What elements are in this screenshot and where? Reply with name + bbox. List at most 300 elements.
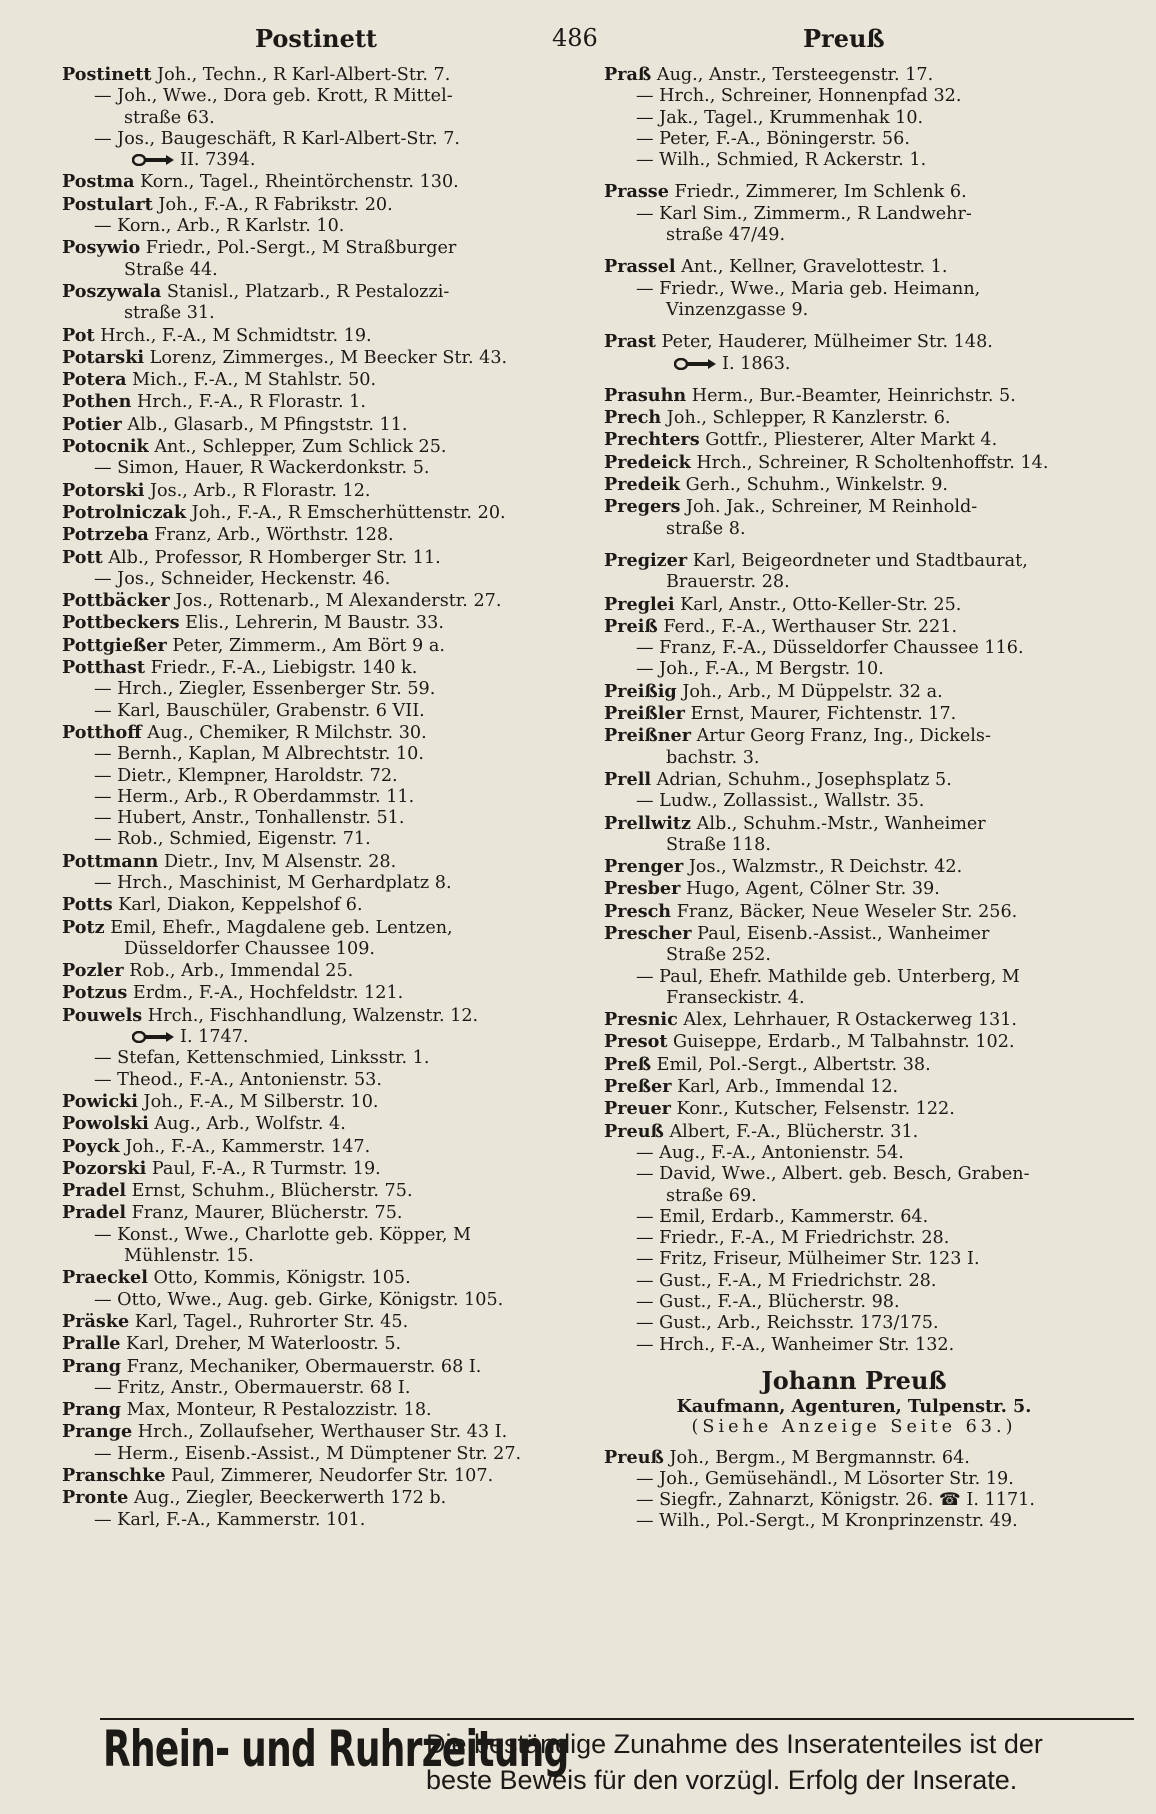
surname: Preißig — [604, 680, 677, 702]
directory-entry — [62, 547, 587, 569]
right-column — [604, 64, 1124, 1533]
entry-text: Guiseppe, Erdarb., M Talbahnstr. 102. — [667, 1032, 1015, 1053]
surname: Potarski — [62, 346, 145, 368]
entry-text: Peter, Hauderer, Mülheimer Str. 148. — [655, 332, 993, 353]
surname: Präske — [62, 1310, 130, 1332]
directory-entry — [62, 502, 587, 524]
surname: Prast — [604, 331, 656, 353]
directory-subentry — [604, 638, 1124, 659]
entry-text: Mich., F.-A., M Stahlstr. 50. — [126, 370, 377, 391]
surname: Potrolniczak — [62, 501, 187, 523]
entry-text: Joh., F.-A., R Fabrikstr. 20. — [152, 194, 393, 215]
entry-text: — Gust., Arb., Reichsstr. 173/175. — [636, 1313, 939, 1334]
entry-text: — Theod., F.-A., Antonienstr. 53. — [94, 1069, 382, 1090]
directory-subentry — [62, 458, 587, 479]
entry-text: Joh., F.-A., M Silberstr. 10. — [137, 1091, 379, 1112]
entry-text: Franz, Maurer, Blücherstr. 75. — [126, 1203, 403, 1224]
entry-text: Alb., Professor, R Homberger Str. 11. — [102, 547, 441, 568]
surname: Pott — [62, 546, 103, 568]
spacer — [604, 375, 1124, 385]
entry-text: — Korn., Arb., R Karlstr. 10. — [94, 216, 345, 237]
directory-subentry — [604, 1313, 1124, 1334]
directory-entry — [604, 813, 1124, 835]
entry-text: Paul, Zimmerer, Neudorfer Str. 107. — [165, 1466, 494, 1486]
entry-continuation — [604, 945, 1124, 966]
directory-entry — [604, 64, 1124, 86]
directory-entry — [62, 1356, 587, 1378]
directory-entry — [62, 436, 587, 458]
entry-continuation — [62, 939, 587, 960]
surname: Potthoff — [62, 721, 142, 743]
entry-text: Joh., F.-A., Kammerstr. 147. — [119, 1136, 371, 1157]
directory-subentry — [62, 1070, 587, 1091]
entry-text: Hrch., F.-A., M Schmidtstr. 19. — [94, 325, 372, 346]
advertisement-johann-preuss — [604, 1366, 1124, 1439]
surname: Postulart — [62, 193, 153, 215]
entry-continuation — [604, 519, 1124, 540]
entry-text: — Ludw., Zollassist., Wallstr. 35. — [636, 791, 925, 812]
directory-entry — [604, 181, 1124, 203]
directory-entry — [604, 452, 1124, 474]
surname: Pradel — [62, 1180, 127, 1202]
surname: Potthast — [62, 657, 145, 679]
directory-subentry — [604, 150, 1124, 171]
entry-text: Artur Georg Franz, Ing., Dickels- — [691, 726, 991, 747]
directory-subentry — [62, 701, 587, 722]
surname: Presnic — [604, 1009, 678, 1031]
directory-entry — [62, 325, 587, 347]
entry-text: Stanisl., Platzarb., R Pestalozzi- — [161, 281, 450, 302]
directory-subentry — [604, 1271, 1124, 1292]
directory-entry — [604, 1031, 1124, 1053]
entry-text: Aug., Arb., Wolfstr. 4. — [148, 1114, 346, 1135]
footer-slogan-line-2: beste Beweis für den vorzügl. Erfolg der Inserate. — [426, 1765, 1018, 1795]
directory-entry — [62, 1465, 587, 1487]
entry-text: Karl, Arb., Immendal 12. — [671, 1077, 899, 1098]
footer-brand: Rhein- und Ruhrzeitung — [103, 1720, 569, 1778]
entry-text: Aug., Ziegler, Beeckerwerth 172 b. — [128, 1488, 447, 1509]
surname: Potier — [62, 413, 122, 435]
directory-entry — [604, 594, 1124, 616]
directory-subentry — [604, 967, 1124, 988]
entry-text: Joh., Arb., M Düppelstr. 32 a. — [676, 681, 943, 702]
directory-entry — [604, 407, 1124, 429]
directory-subentry — [604, 108, 1124, 129]
directory-entry — [62, 347, 587, 369]
entry-continuation — [604, 988, 1124, 1009]
directory-entry — [62, 1005, 587, 1027]
directory-entry — [62, 1158, 587, 1180]
directory-subentry — [62, 216, 587, 237]
surname: Praß — [604, 64, 652, 85]
entry-text: — Peter, F.-A., Böningerstr. 56. — [636, 128, 910, 149]
directory-entry — [62, 524, 587, 546]
surname: Prassel — [604, 256, 676, 278]
surname: Potrzeba — [62, 524, 149, 546]
directory-subentry — [62, 787, 587, 808]
entry-text: Franz, Arb., Wörthstr. 128. — [148, 525, 394, 546]
surname: Preiß — [604, 615, 658, 637]
surname: Presber — [604, 878, 681, 900]
surname: Prang — [62, 1399, 121, 1421]
directory-entry — [604, 550, 1124, 572]
directory-entry — [604, 1054, 1124, 1076]
entry-text: II. 7394. — [180, 150, 256, 171]
directory-subentry — [604, 1335, 1124, 1356]
entry-text: Karl, Tagel., Ruhrorter Str. 45. — [129, 1311, 409, 1332]
entry-text: Otto, Kommis, Königstr. 105. — [147, 1268, 411, 1289]
running-head-right: Preuß — [803, 24, 885, 53]
directory-entry — [62, 369, 587, 391]
entry-text: Joh., Techn., R Karl-Albert-Str. 7. — [151, 65, 451, 85]
directory-entry — [62, 982, 587, 1004]
entry-text: — Wilh., Pol.-Sergt., M Kronprinzenstr. 49. — [636, 1511, 1018, 1532]
directory-subentry — [604, 1164, 1124, 1185]
directory-entry — [62, 590, 587, 612]
entry-text: Joh., F.-A., R Emscherhüttenstr. 20. — [186, 502, 506, 523]
footer-slogan — [426, 1726, 1136, 1798]
directory-subentry — [62, 1510, 587, 1531]
entry-text: — Karl, Bauschüler, Grabenstr. 6 VII. — [94, 700, 425, 721]
entry-text: Hrch., Schreiner, R Scholtenhoffstr. 14. — [690, 452, 1049, 473]
surname: Pottgießer — [62, 634, 167, 656]
entry-text: — Emil, Erdarb., Kammerstr. 64. — [636, 1206, 929, 1227]
surname: Pralle — [62, 1333, 121, 1355]
entry-text: — Jos., Schneider, Heckenstr. 46. — [94, 568, 391, 589]
entry-text: Erdm., F.-A., Hochfeldstr. 121. — [127, 983, 404, 1004]
entry-text: Karl, Anstr., Otto-Keller-Str. 25. — [674, 594, 962, 615]
directory-subentry — [62, 766, 587, 787]
entry-text: Aug., Chemiker, R Milchstr. 30. — [141, 722, 427, 743]
directory-subentry — [604, 1469, 1124, 1490]
entry-text: Gottfr., Pliesterer, Alter Markt 4. — [699, 430, 998, 451]
directory-entry — [62, 960, 587, 982]
entry-text: — Herm., Arb., R Oberdammstr. 11. — [94, 786, 415, 807]
entry-text: Franz, Bäcker, Neue Weseler Str. 256. — [671, 901, 1018, 922]
directory-subentry — [604, 1511, 1124, 1532]
entry-text: — Konst., Wwe., Charlotte geb. Köpper, M — [94, 1224, 472, 1245]
entry-text: — Simon, Hauer, R Wackerdonkstr. 5. — [94, 458, 430, 479]
entry-text: Alb., Glasarb., M Pfingststr. 11. — [121, 414, 408, 435]
directory-entry — [604, 856, 1124, 878]
entry-text: Paul, Eisenb.-Assist., Wanheimer — [691, 923, 990, 944]
directory-entry — [62, 917, 587, 939]
surname: Potorski — [62, 479, 145, 501]
directory-subentry — [62, 744, 587, 765]
entry-text: — Hrch., Maschinist, M Gerhardplatz 8. — [94, 872, 452, 893]
entry-text: — Hubert, Anstr., Tonhallenstr. 51. — [94, 808, 405, 829]
entry-text: — Dietr., Klempner, Haroldstr. 72. — [94, 765, 398, 786]
directory-subentry — [62, 679, 587, 700]
directory-subentry — [62, 808, 587, 829]
entry-text: — Wilh., Schmied, R Ackerstr. 1. — [636, 150, 927, 171]
directory-subentry — [604, 659, 1124, 680]
surname: Posywio — [62, 237, 141, 259]
surname: Prenger — [604, 856, 684, 878]
directory-entry — [62, 1136, 587, 1158]
entry-text: — Fritz, Anstr., Obermauerstr. 68 I. — [94, 1377, 411, 1398]
directory-entry — [62, 281, 587, 303]
directory-entry — [604, 256, 1124, 278]
entry-text: — Fritz, Friseur, Mülheimer Str. 123 I. — [636, 1249, 980, 1270]
entry-text: — Franz, F.-A., Düsseldorfer Chaussee 116. — [636, 638, 1024, 659]
entry-text: — Herm., Eisenb.-Assist., M Dümptener Str. 27. — [94, 1443, 522, 1464]
entry-text: — Hrch., F.-A., Wanheimer Str. 132. — [636, 1334, 955, 1355]
directory-subentry — [604, 86, 1124, 107]
entry-text: — Aug., F.-A., Antonienstr. 54. — [636, 1142, 904, 1163]
entry-text: Peter, Zimmerm., Am Bört 9 a. — [166, 635, 445, 656]
entry-text: Mühlenstr. 15. — [124, 1246, 254, 1267]
page-number: 486 — [552, 24, 598, 52]
entry-text: straße 31. — [124, 303, 215, 324]
entry-text: Elis., Lehrerin, M Baustr. 33. — [179, 613, 444, 634]
surname: Poyck — [62, 1135, 120, 1157]
entry-text: — Friedr., F.-A., M Friedrichstr. 28. — [636, 1228, 950, 1249]
entry-text: Joh., Schlepper, R Kanzlerstr. 6. — [661, 408, 951, 429]
ad-name: Johann Preuß — [761, 1365, 947, 1395]
entry-text: Straße 44. — [124, 259, 218, 280]
entry-text: Hugo, Agent, Cölner Str. 39. — [680, 879, 940, 900]
entry-text: Franz, Mechaniker, Obermauerstr. 68 I. — [121, 1356, 482, 1377]
directory-subentry — [62, 1225, 587, 1246]
directory-subentry — [604, 1249, 1124, 1270]
surname: Presch — [604, 900, 672, 922]
entry-text: straße 8. — [666, 518, 746, 539]
directory-entry — [62, 1202, 587, 1224]
entry-text: — Joh., F.-A., M Bergstr. 10. — [636, 659, 884, 680]
directory-subentry — [604, 204, 1124, 225]
entry-text: — Otto, Wwe., Aug. geb. Girke, Königstr. 105. — [94, 1289, 504, 1310]
directory-entry — [604, 1098, 1124, 1120]
entry-text: — Karl, F.-A., Kammerstr. 101. — [94, 1509, 366, 1530]
directory-entry — [62, 414, 587, 436]
directory-entry — [62, 237, 587, 259]
entry-text: Vinzenzgasse 9. — [666, 299, 809, 320]
entry-text: Konr., Kutscher, Felsenstr. 122. — [670, 1099, 955, 1120]
surname: Potts — [62, 894, 113, 916]
directory-entry — [604, 1009, 1124, 1031]
entry-text: Rob., Arb., Immendal 25. — [123, 961, 354, 982]
directory-subentry — [62, 569, 587, 590]
surname: Potocnik — [62, 436, 149, 458]
entry-text: Jos., Walzmstr., R Deichstr. 42. — [683, 857, 963, 878]
directory-subentry — [62, 829, 587, 850]
entry-continuation — [62, 260, 587, 281]
entry-text: Hrch., Zollaufseher, Werthauser Str. 43 I. — [132, 1422, 508, 1443]
entry-text: Jos., Rottenarb., M Alexanderstr. 27. — [169, 591, 502, 612]
directory-entry — [62, 171, 587, 193]
surname: Predeik — [604, 474, 681, 496]
directory-subentry — [62, 1048, 587, 1069]
directory-subentry — [604, 1292, 1124, 1313]
entry-text: — Joh., Wwe., Dora geb. Krott, R Mittel- — [94, 86, 453, 107]
surname: Potz — [62, 916, 105, 938]
directory-entry — [62, 612, 587, 634]
entry-text: bachstr. 3. — [666, 747, 760, 768]
entry-text: — Bernh., Kaplan, M Albrechtstr. 10. — [94, 744, 424, 765]
surname: Preßer — [604, 1076, 672, 1098]
entry-continuation — [604, 572, 1124, 593]
entry-text: Karl, Dreher, M Waterloostr. 5. — [120, 1334, 402, 1355]
entry-text: Adrian, Schuhm., Josephsplatz 5. — [651, 769, 952, 790]
surname: Prange — [62, 1421, 133, 1443]
entry-text: — Karl Sim., Zimmerm., R Landwehr- — [636, 203, 972, 224]
directory-entry — [604, 901, 1124, 923]
surname: Preß — [604, 1053, 652, 1075]
entry-continuation — [604, 1186, 1124, 1207]
directory-entry — [62, 894, 587, 916]
surname: Pozorski — [62, 1157, 147, 1179]
directory-entry — [604, 1076, 1124, 1098]
surname: Prasuhn — [604, 384, 687, 406]
entry-text: Friedr., F.-A., Liebigstr. 140 k. — [144, 658, 418, 679]
entry-text: Paul, F.-A., R Turmstr. 19. — [146, 1158, 381, 1179]
entry-text: Dietr., Inv, M Alsenstr. 28. — [158, 851, 397, 872]
directory-entry — [604, 616, 1124, 638]
surname: Potera — [62, 369, 127, 391]
surname: Prang — [62, 1355, 121, 1377]
surname: Preißner — [604, 725, 691, 747]
surname: Preuß — [604, 1120, 664, 1142]
directory-entry — [604, 923, 1124, 945]
entry-text: — Jos., Baugeschäft, R Karl-Albert-Str. 7. — [94, 128, 460, 149]
directory-subentry — [604, 1143, 1124, 1164]
entry-text: I. 1863. — [722, 353, 791, 374]
surname: Pottmann — [62, 850, 159, 872]
directory-entry — [604, 331, 1124, 353]
entry-text: Ernst, Maurer, Fichtenstr. 17. — [684, 704, 957, 725]
directory-subentry — [604, 791, 1124, 812]
entry-text: Albert, F.-A., Blücherstr. 31. — [663, 1121, 919, 1142]
surname: Prechters — [604, 429, 700, 451]
entry-text: Emil, Pol.-Sergt., Albertstr. 38. — [651, 1054, 931, 1075]
entry-text: — Friedr., Wwe., Maria geb. Heimann, — [636, 278, 981, 299]
surname: Pregizer — [604, 549, 688, 571]
directory-subentry — [604, 279, 1124, 300]
entry-text: — Paul, Ehefr. Mathilde geb. Unterberg, M — [636, 966, 1020, 987]
surname: Powicki — [62, 1090, 138, 1112]
entry-text: Hrch., F.-A., R Florastr. 1. — [131, 392, 366, 413]
entry-text: Joh. Jak., Schreiner, M Reinhold- — [680, 497, 978, 518]
surname: Preuer — [604, 1098, 671, 1120]
entry-text: Max, Monteur, R Pestalozzistr. 18. — [121, 1400, 432, 1421]
entry-text: Gerh., Schuhm., Winkelstr. 9. — [680, 475, 948, 496]
directory-entry — [604, 385, 1124, 407]
surname: Preglei — [604, 593, 675, 615]
directory-entry — [604, 878, 1124, 900]
surname: Pregers — [604, 496, 681, 518]
directory-entry — [604, 496, 1124, 518]
entry-continuation — [62, 303, 587, 324]
entry-text: I. 1747. — [180, 1027, 249, 1048]
entry-text: Franseckistr. 4. — [666, 987, 805, 1008]
entry-text: Friedr., Zimmerer, Im Schlenk 6. — [668, 182, 967, 203]
surname: Preißler — [604, 703, 685, 725]
directory-entry — [62, 194, 587, 216]
entry-text: Aug., Anstr., Tersteegenstr. 17. — [651, 65, 934, 85]
directory-entry — [604, 703, 1124, 725]
phone-line — [62, 1027, 587, 1048]
entry-text: straße 63. — [124, 107, 215, 128]
directory-entry — [62, 1487, 587, 1509]
running-head-left: Postinett — [255, 24, 378, 53]
surname: Prell — [604, 768, 652, 790]
directory-subentry — [62, 86, 587, 107]
directory-entry — [62, 391, 587, 413]
entry-text: Alex, Lehrhauer, R Ostackerweg 131. — [677, 1010, 1017, 1031]
entry-text: Lorenz, Zimmerges., M Beecker Str. 43. — [144, 347, 508, 368]
entry-text: — Stefan, Kettenschmied, Linksstr. 1. — [94, 1048, 430, 1069]
directory-subentry — [62, 1444, 587, 1465]
spacer — [604, 540, 1124, 550]
directory-subentry — [62, 129, 587, 150]
spacer — [604, 321, 1124, 331]
entry-text: Ant., Schlepper, Zum Schlick 25. — [148, 437, 447, 458]
directory-entry — [62, 1091, 587, 1113]
surname: Presot — [604, 1031, 668, 1053]
surname: Preuß — [604, 1446, 664, 1468]
footer-slogan-line-1: Die beständige Zunahme des Inseratenteiles ist der — [426, 1729, 1043, 1759]
directory-subentry — [604, 129, 1124, 150]
directory-entry — [62, 1113, 587, 1135]
entry-text: — David, Wwe., Albert. geb. Besch, Graben- — [636, 1164, 1030, 1185]
entry-text: Karl, Beigeordneter und Stadtbaurat, — [687, 550, 1028, 571]
directory-entry — [62, 1311, 587, 1333]
entry-text: — Gust., F.-A., M Friedrichstr. 28. — [636, 1270, 937, 1291]
entry-continuation — [604, 225, 1124, 246]
surname: Powolski — [62, 1113, 149, 1135]
surname: Pranschke — [62, 1465, 166, 1486]
directory-entry — [62, 657, 587, 679]
directory-entry — [604, 769, 1124, 791]
surname: Pouwels — [62, 1004, 143, 1026]
entry-text: — Jak., Tagel., Krummenhak 10. — [636, 107, 924, 128]
left-column — [62, 64, 587, 1531]
directory-entry — [62, 64, 587, 86]
directory-entry — [62, 1267, 587, 1289]
surname: Pozler — [62, 960, 124, 982]
directory-entry — [62, 1399, 587, 1421]
entry-text: — Hrch., Ziegler, Essenberger Str. 59. — [94, 679, 436, 700]
entry-continuation — [604, 835, 1124, 856]
surname: Postinett — [62, 64, 152, 85]
entry-text: straße 47/49. — [666, 225, 786, 246]
entry-text: Hrch., Fischhandlung, Walzenstr. 12. — [142, 1005, 479, 1026]
entry-text: Friedr., Pol.-Sergt., M Straßburger — [140, 238, 457, 259]
surname: Pothen — [62, 391, 132, 413]
surname: Prellwitz — [604, 812, 692, 834]
entry-text: — Rob., Schmied, Eigenstr. 71. — [94, 829, 371, 850]
phone-key-icon — [132, 1031, 174, 1043]
surname: Prech — [604, 407, 662, 429]
surname: Pradel — [62, 1202, 127, 1224]
entry-text: Herm., Bur.-Beamter, Heinrichstr. 5. — [686, 385, 1016, 406]
right-column-entries — [604, 64, 1124, 1356]
directory-subentry — [62, 1378, 587, 1399]
entry-text: Alb., Schuhm.-Mstr., Wanheimer — [691, 813, 986, 834]
directory-entry — [62, 722, 587, 744]
surname: Postma — [62, 171, 135, 193]
ad-line: Kaufmann, Agenturen, Tulpenstr. 5. — [676, 1395, 1032, 1417]
entry-continuation — [604, 300, 1124, 321]
directory-entry — [62, 851, 587, 873]
directory-entry — [604, 725, 1124, 747]
entry-text: Straße 252. — [666, 945, 771, 966]
phone-line — [604, 354, 1124, 375]
phone-key-icon — [132, 154, 174, 166]
directory-subentry — [604, 1207, 1124, 1228]
surname: Pottbeckers — [62, 612, 180, 634]
